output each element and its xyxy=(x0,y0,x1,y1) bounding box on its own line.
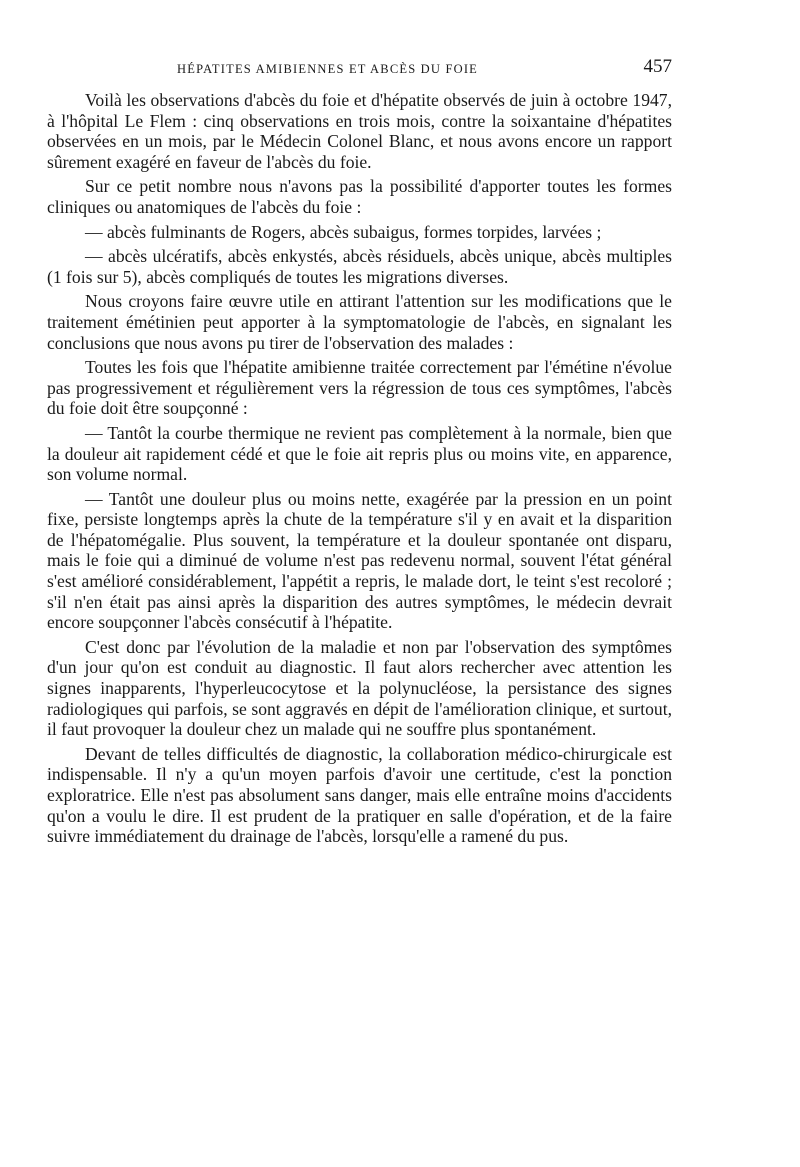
paragraph: Toutes les fois que l'hépatite amibienne traitée correctement par l'émétine n'évolue pas progressivement et régulièrement vers la régression de tous ces symptômes, l'abcès du foie doit être soupçonné : xyxy=(47,357,672,419)
list-item: — abcès ulcératifs, abcès enkystés, abcès résiduels, abcès unique, abcès multiples (1 fois sur 5), abcès compliqués de toutes les migrations diverses. xyxy=(47,246,672,287)
running-head: HÉPATITES AMIBIENNES ET ABCÈS DU FOIE xyxy=(177,62,479,76)
page-number: 457 xyxy=(643,56,672,77)
body-text xyxy=(47,90,672,847)
page-header xyxy=(47,58,672,82)
paragraph: Voilà les observations d'abcès du foie et d'hépatite observés de juin à octobre 1947, à l'hôpital Le Flem : cinq observations en trois mois, contre la soixantaine d'hépatites observées en un mois, par le Médecin Colonel Blanc, et nous avons encore un rapport sûrement exagéré en faveur de l'abcès du foie. xyxy=(47,90,672,172)
paragraph: Devant de telles difficultés de diagnostic, la collaboration médico-chirurgicale est indispensable. Il n'y a qu'un moyen parfois d'avoir une certitude, c'est la ponction exploratrice. Elle n'est pas absolument sans danger, mais elle entraîne moins d'accidents qu'on a voulu le dire. Il est prudent de la pratiquer en salle d'opération, et de la faire suivre immédiatement du drainage de l'abcès, lorsqu'elle a ramené du pus. xyxy=(47,743,672,847)
list-item: — abcès fulminants de Rogers, abcès subaigus, formes torpides, larvées ; xyxy=(85,221,602,242)
paragraph: Nous croyons faire œuvre utile en attirant l'attention sur les modifications que le traitement émétinien peut apporter à la symptomatologie de l'abcès, en signalant les conclusions que nous avons pu tirer de l'observation des malades : xyxy=(47,291,672,353)
paragraph: Sur ce petit nombre nous n'avons pas la possibilité d'apporter toutes les formes cliniques ou anatomiques de l'abcès du foie : xyxy=(47,176,672,217)
list-item: — Tantôt une douleur plus ou moins nette, exagérée par la pression en un point fixe, persiste longtemps après la chute de la température s'il y en avait et la disparition de l'hépatomégalie. Plus souvent, la température et la douleur spontanée ont disparu, mais le foie qui a diminué de volume n'est pas redevenu normal, souvent l'état général s'est amélioré considérablement, l'appétit a repris, le malade dort, le teint s'est recoloré ; s'il n'en était pas ainsi après la disparition des autres symptômes, le médecin devrait encore soupçonner l'abcès consécutif à l'hépatite. xyxy=(47,488,672,633)
list-item: — Tantôt la courbe thermique ne revient pas complètement à la normale, bien que la douleur ait rapidement cédé et que le foie ait repris plus ou moins vite, en apparence, son volume normal. xyxy=(47,422,672,485)
paragraph: C'est donc par l'évolution de la maladie et non par l'observation des symptômes d'un jour qu'on est conduit au diagnostic. Il faut alors rechercher avec attention les signes inapparents, l'hyperleucocytose et la polynucléose, la persistance des signes radiologiques qui parfois, se sont aggravés en dépit de l'amélioration clinique, et surtout, il faut provoquer la douleur chez un malade qui ne souffre plus spontanément. xyxy=(47,636,672,740)
